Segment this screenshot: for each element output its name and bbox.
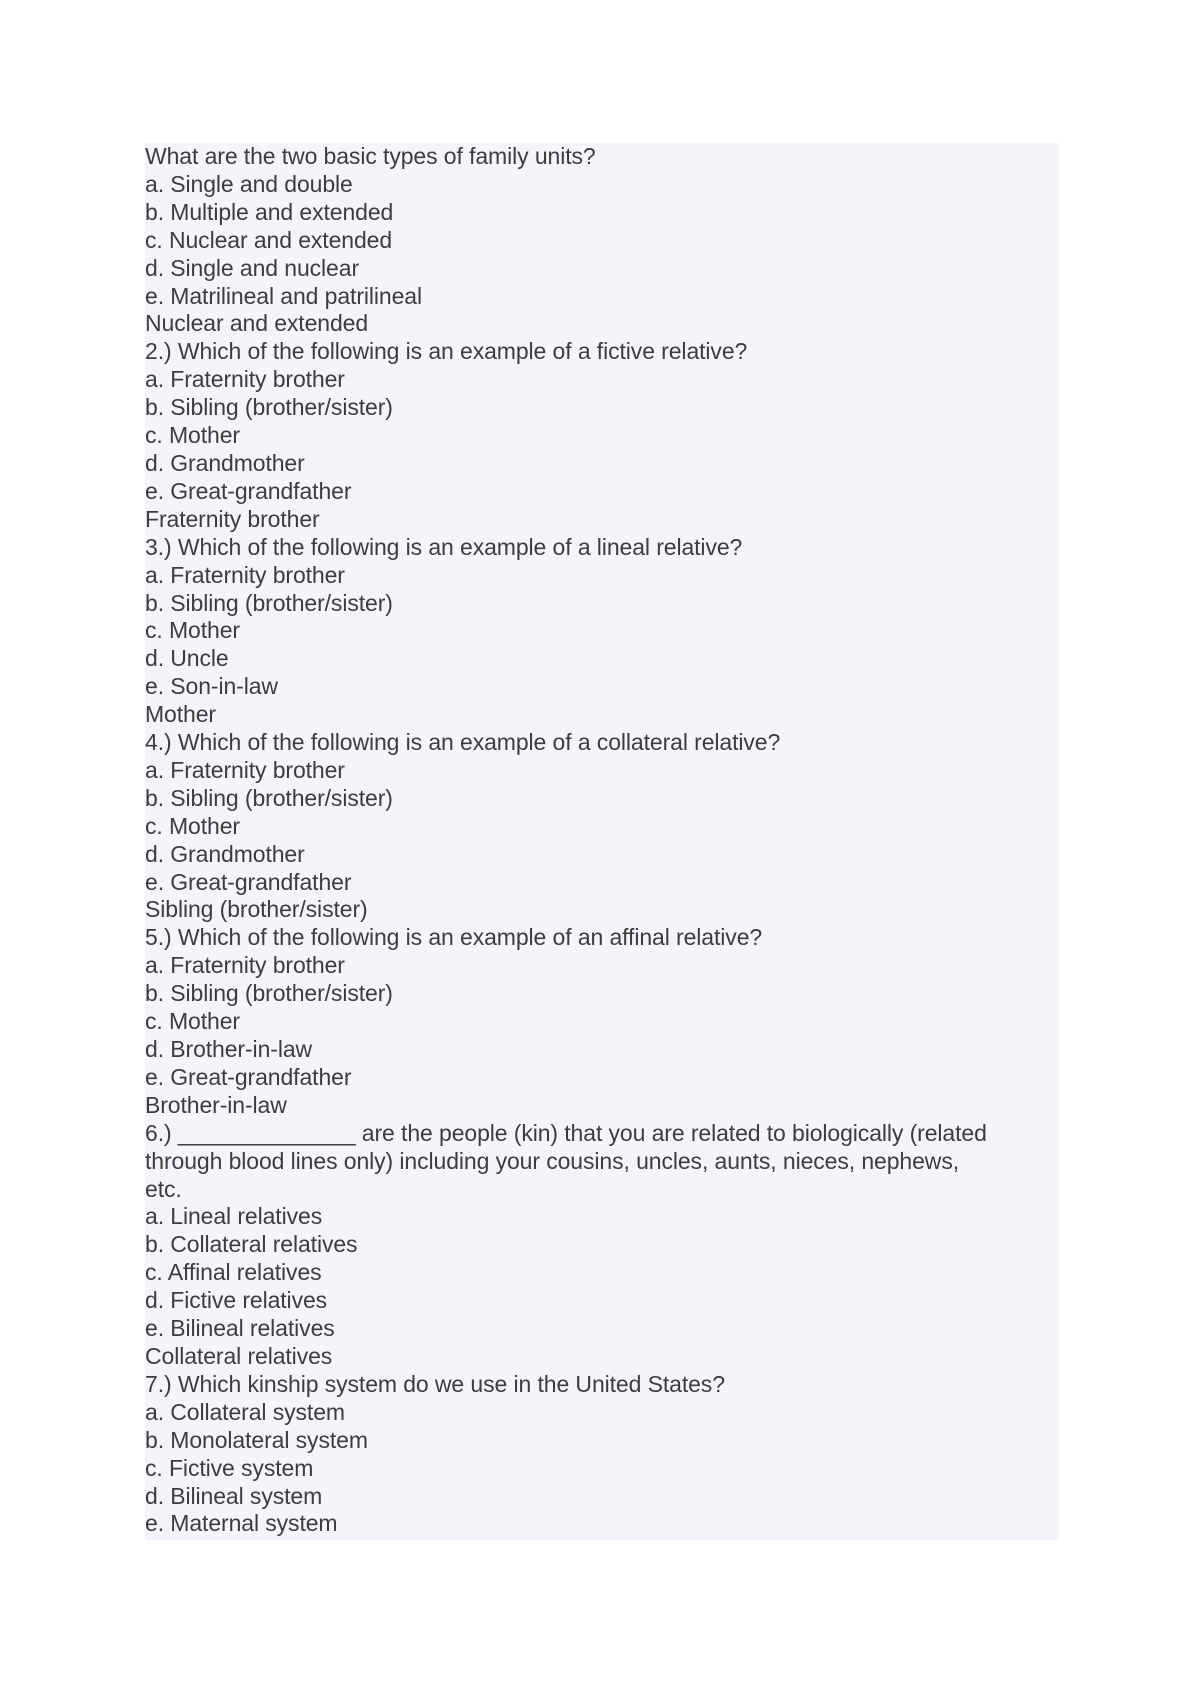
text-block (145, 143, 1059, 1540)
text-line: e. Bilineal relatives (145, 1315, 335, 1342)
text-line: a. Fraternity brother (145, 366, 345, 393)
text-line: Mother (145, 701, 216, 728)
text-line: c. Nuclear and extended (145, 226, 393, 253)
text-line: d. Brother-in-law (145, 1036, 313, 1062)
text-line: 4.) Which of the following is an example of a collateral relative? (145, 729, 781, 756)
text-line: 3.) Which of the following is an example of a lineal relative? (145, 533, 743, 560)
text-line: Sibling (brother/sister) (145, 896, 368, 923)
text-line: What are the two basic types of family units? (145, 143, 596, 169)
text-line: Nuclear and extended (145, 310, 369, 337)
text-line: c. Mother (145, 422, 240, 449)
text-line: e. Great-grandfather (145, 1063, 352, 1090)
text-line: through blood lines only) including your cousins, uncles, aunts, nieces, nephews, (145, 1147, 960, 1174)
text-line: e. Son-in-law (145, 673, 278, 700)
text-line: 7.) Which kinship system do we use in the United States? (145, 1370, 725, 1397)
text-line: a. Fraternity brother (145, 952, 345, 979)
text-line: a. Fraternity brother (145, 756, 345, 783)
text-line: e. Great-grandfather (145, 477, 352, 504)
text-line: Collateral relatives (145, 1342, 333, 1369)
text-line: Brother-in-law (145, 1091, 287, 1118)
text-line: c. Affinal relatives (145, 1259, 322, 1286)
text-lines (145, 143, 1059, 1538)
text-line: b. Sibling (brother/sister) (145, 980, 393, 1007)
text-line: 5.) Which of the following is an example of an affinal relative? (145, 924, 763, 951)
text-line: b. Multiple and extended (145, 198, 394, 225)
text-line: e. Great-grandfather (145, 868, 352, 895)
text-line: c. Mother (145, 812, 240, 839)
text-line: d. Grandmother (145, 840, 305, 867)
text-line: a. Collateral system (145, 1398, 345, 1425)
text-line: b. Sibling (brother/sister) (145, 784, 393, 811)
text-line: 2.) Which of the following is an example of a fictive relative? (145, 338, 748, 365)
text-line: c. Fictive system (145, 1454, 314, 1481)
text-line: b. Sibling (brother/sister) (145, 589, 393, 616)
text-line: d. Uncle (145, 645, 229, 672)
text-line: a. Lineal relatives (145, 1203, 323, 1230)
text-line: a. Fraternity brother (145, 561, 345, 588)
text-line: 6.) ______________ are the people (kin) that you are related to biologically (related (145, 1119, 987, 1146)
text-line: e. Matrilineal and patrilineal (145, 282, 422, 309)
text-line: b. Collateral relatives (145, 1231, 358, 1258)
text-line: b. Monolateral system (145, 1426, 368, 1453)
text-line: c. Mother (145, 1008, 240, 1035)
text-line: d. Single and nuclear (145, 254, 359, 281)
text-line: e. Maternal system (145, 1510, 338, 1537)
text-line: Fraternity brother (145, 505, 320, 532)
text-line: d. Bilineal system (145, 1482, 323, 1509)
text-line: b. Sibling (brother/sister) (145, 394, 393, 421)
text-line: c. Mother (145, 617, 240, 644)
text-line: d. Grandmother (145, 449, 305, 476)
text-line: d. Fictive relatives (145, 1287, 328, 1314)
text-line: etc. (145, 1175, 182, 1202)
text-line: a. Single and double (145, 170, 353, 197)
